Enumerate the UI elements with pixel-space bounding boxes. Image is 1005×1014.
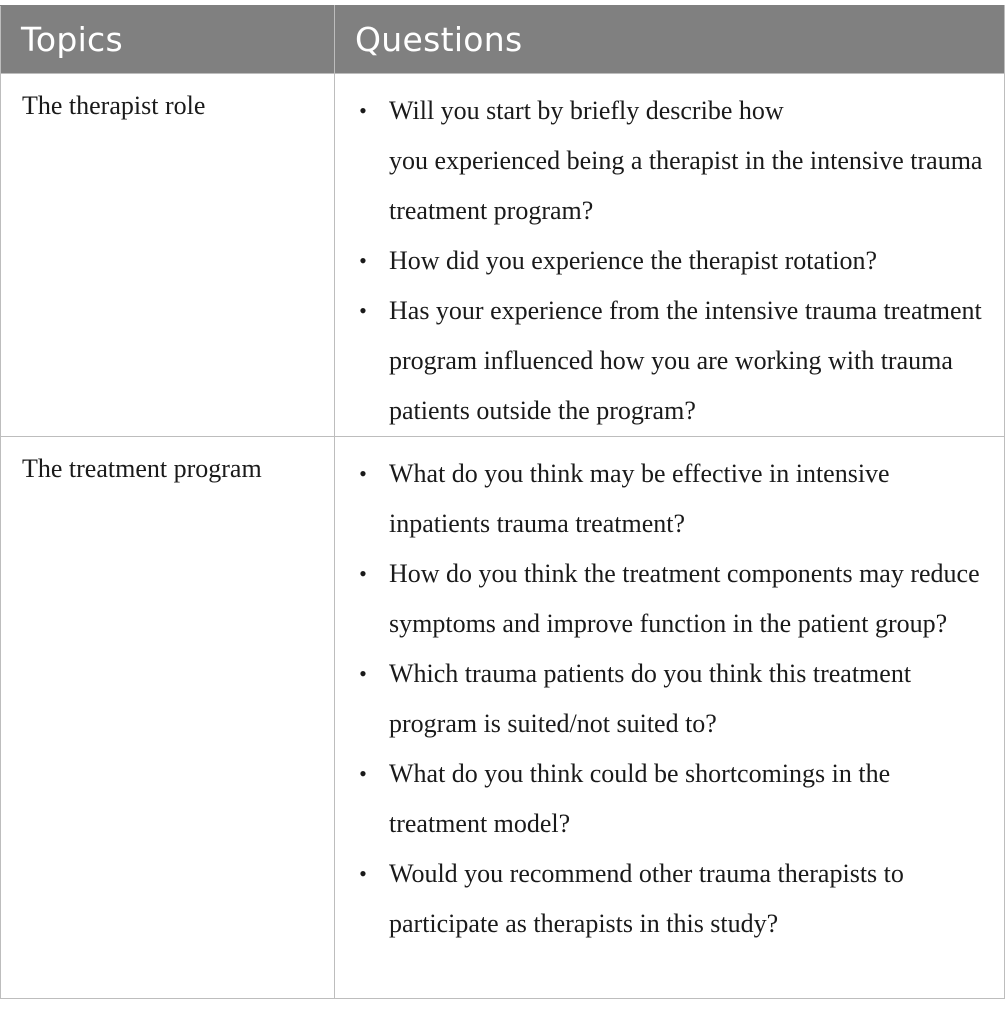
question-text: How did you experience the therapist rotation? [389, 246, 878, 275]
header-topics: Topics [1, 6, 335, 74]
question-text: Would you recommend other trauma therapists to participate as therapists in this study? [389, 859, 904, 938]
table-row [1, 74, 1005, 437]
question-text: Will you start by briefly describe how you experienced being a therapist in the intensive trauma treatment program? [389, 96, 983, 225]
bullet-icon: • [359, 248, 367, 273]
questions-cell [335, 74, 1005, 437]
question-text: What do you think could be shortcomings in the treatment model? [389, 759, 891, 838]
bullet-icon: • [359, 861, 367, 886]
bullet-icon: • [359, 761, 367, 786]
question-item [335, 549, 1004, 649]
topic-cell: The treatment program [1, 437, 335, 999]
question-item [335, 449, 1004, 549]
question-item [335, 86, 1004, 236]
bullet-icon: • [359, 561, 367, 586]
questions-cell [335, 437, 1005, 999]
question-text: What do you think may be effective in intensive inpatients trauma treatment? [389, 459, 890, 538]
question-item [335, 849, 1004, 949]
bullet-icon: • [359, 661, 367, 686]
header-row [1, 6, 1005, 74]
table-row [1, 437, 1005, 999]
question-text: How do you think the treatment components may reduce symptoms and improve function in the patient group? [389, 559, 980, 638]
header-questions: Questions [335, 6, 1005, 74]
topic-cell: The therapist role [1, 74, 335, 437]
bullet-icon: • [359, 98, 367, 123]
question-text: Has your experience from the intensive trauma treatment program influenced how you are working with trauma patients outside the program? [389, 296, 982, 425]
question-item [335, 649, 1004, 749]
question-list [335, 86, 1004, 436]
question-item [335, 749, 1004, 849]
question-list [335, 449, 1004, 949]
questions-table [0, 5, 1005, 999]
bullet-icon: • [359, 461, 367, 486]
question-text: Which trauma patients do you think this treatment program is suited/not suited to? [389, 659, 912, 738]
bullet-icon: • [359, 298, 367, 323]
question-item [335, 286, 1004, 436]
question-item [335, 236, 1004, 286]
